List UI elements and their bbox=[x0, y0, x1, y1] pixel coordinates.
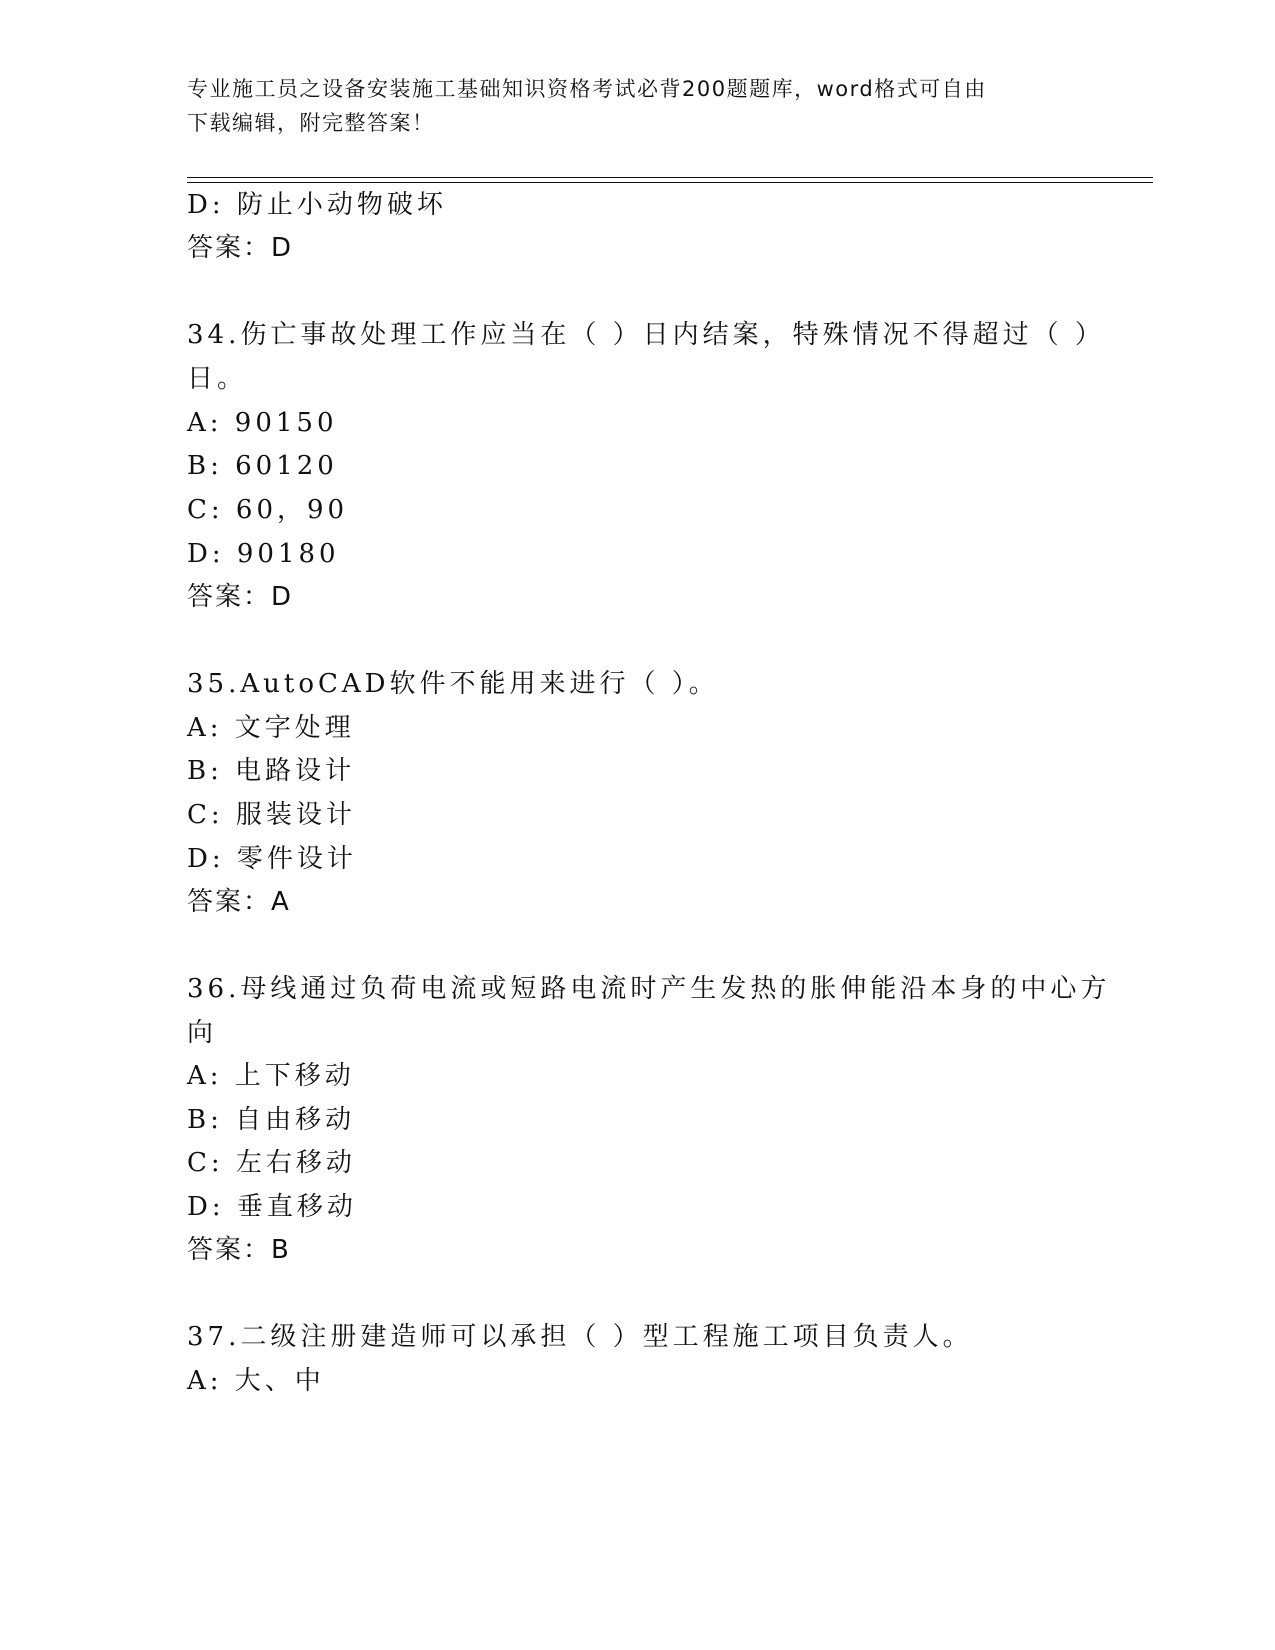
q37-option-a: A: 大、中 bbox=[187, 1366, 325, 1396]
q35-option-d: D: 零件设计 bbox=[187, 844, 357, 874]
q36-stem-line-2: 向 bbox=[187, 1018, 218, 1048]
prev-answer: 答案：D bbox=[187, 233, 294, 263]
q34-answer: 答案：D bbox=[187, 582, 294, 612]
header-title-line-1: 专业施工员之设备安装施工基础知识资格考试必背200题题库，word格式可自由 bbox=[187, 77, 987, 101]
q35-option-b: B: 电路设计 bbox=[187, 756, 356, 786]
q34-option-d: D: 90180 bbox=[187, 539, 340, 569]
prev-option-d: D: 防止小动物破坏 bbox=[187, 190, 447, 220]
q36-stem-line-1: 36.母线通过负荷电流或短路电流时产生发热的胀伸能沿本身的中心方 bbox=[187, 974, 1111, 1004]
q34-option-a: A: 90150 bbox=[187, 408, 338, 438]
q35-stem-line-1: 35.AutoCAD软件不能用来进行（ ）。 bbox=[187, 669, 719, 699]
q37-stem-line-1: 37.二级注册建造师可以承担（ ）型工程施工项目负责人。 bbox=[187, 1322, 973, 1352]
header-divider-top bbox=[187, 177, 1153, 178]
q34-stem-line-1: 34.伤亡事故处理工作应当在（ ）日内结案，特殊情况不得超过（ ） bbox=[187, 320, 1105, 350]
q34-stem-line-2: 日。 bbox=[187, 364, 248, 394]
q36-option-c: C: 左右移动 bbox=[187, 1148, 356, 1178]
q36-option-d: D: 垂直移动 bbox=[187, 1192, 357, 1222]
q36-option-b: B: 自由移动 bbox=[187, 1105, 356, 1135]
q36-answer: 答案：B bbox=[187, 1235, 291, 1265]
q35-option-a: A: 文字处理 bbox=[187, 713, 355, 743]
header-title-line-2: 下载编辑，附完整答案！ bbox=[187, 111, 435, 135]
q34-option-c: C: 60，90 bbox=[187, 495, 349, 525]
q35-answer: 答案：A bbox=[187, 887, 291, 917]
q36-option-a: A: 上下移动 bbox=[187, 1061, 355, 1091]
q35-option-c: C: 服装设计 bbox=[187, 800, 356, 830]
q34-option-b: B: 60120 bbox=[187, 451, 338, 481]
document-header bbox=[187, 72, 1087, 140]
header-divider-bottom bbox=[187, 182, 1153, 183]
